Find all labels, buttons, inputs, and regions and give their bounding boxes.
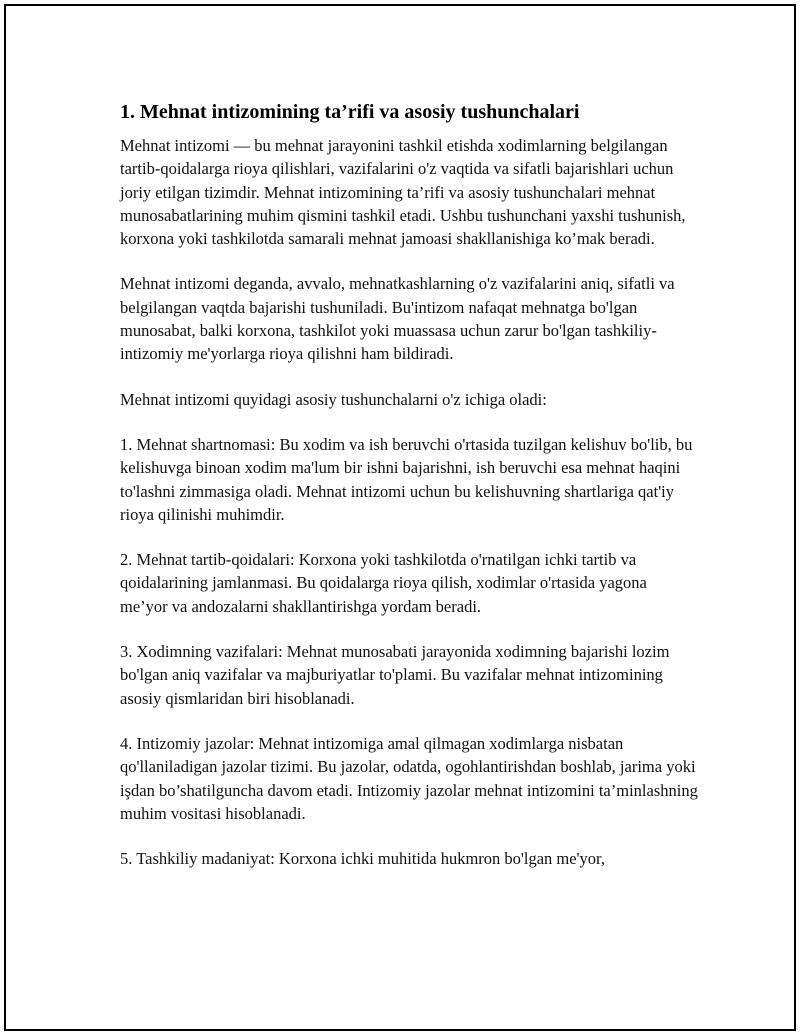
page-title: 1. Mehnat intizomining ta’rifi va asosiy tushunchalari xyxy=(120,101,580,123)
list-item-4: 4. Intizomiy jazolar: Mehnat intizomiga amal qilmagan xodimlarga nisbatan qo'llaniladigan jazolar tizimi. Bu jazolar, odatda, ogohlantirishdan boshlab, jarima yoki işdan bo’shatilguncha davom etadi. Intizomiy jazolar mehnat intizomini ta’minlashning muhim vositasi hisoblanadi. xyxy=(120,733,698,823)
document-body xyxy=(120,99,698,892)
list-item-3: 3. Xodimning vazifalari: Mehnat munosabati jarayonida xodimning bajarishi lozim bo'lgan aniq vazifalar va majburiyatlar to'plami. Bu vazifalar mehnat intizomining asosiy qismlaridan biri hisoblanadi. xyxy=(120,642,670,708)
list-item-2: 2. Mehnat tartib-qoidalari: Korxona yoki tashkilotda o'rnatilgan ichki tartib va qoidalarining jamlanmasi. Bu qoidalarga rioya qilish, xodimlar o'rtasida yagona me’yor va andozalarni shakllantirishga yordam beradi. xyxy=(120,550,647,616)
page-frame xyxy=(4,4,796,1031)
paragraph-list-intro: Mehnat intizomi quyidagi asosiy tushunchalarni o'z ichiga oladi: xyxy=(120,389,547,409)
list-item-1: 1. Mehnat shartnomasi: Bu xodim va ish beruvchi o'rtasida tuzilgan kelishuv bo'lib, bu kelishuvga binoan xodim ma'lum bir ishni bajarishni, ish beruvchi esa mehnat haqini to'lashni zimmasiga oladi. Mehnat intizomi uchun bu kelishuvning shartlariga qat'iy rioya qilinishi muhimdir. xyxy=(120,434,693,524)
paragraph-definition: Mehnat intizomi deganda, avvalo, mehnatkashlarning o'z vazifalarini aniq, sifatli va belgilangan vaqtda bajarishi tushuniladi. Bu'intizom nafaqat mehnatga bo'lgan munosabat, balki korxona, tashkilot yoki muassasa uchun zarur bo'lgan tashkiliy-intizomiy me'yorlarga rioya qilishni ham bildiradi. xyxy=(120,274,675,364)
list-item-5: 5. Tashkiliy madaniyat: Korxona ichki muhitida hukmron bo'lgan me'yor, xyxy=(120,849,605,869)
paragraph-intro: Mehnat intizomi — bu mehnat jarayonini tashkil etishda xodimlarning belgilangan tartib-qoidalarga rioya qilishlari, vazifalarini o'z vaqtida va sifatli bajarishlari uchun joriy etilgan tizimdir. Mehnat intizomining ta’rifi va asosiy tushunchalari mehnat munosabatlarining muhim qismini tashkil etadi. Ushbu tushunchani yaxshi tushunish, korxona yoki tashkilotda samarali mehnat jamoasi shakllanishiga ko’mak beradi. xyxy=(120,136,686,249)
